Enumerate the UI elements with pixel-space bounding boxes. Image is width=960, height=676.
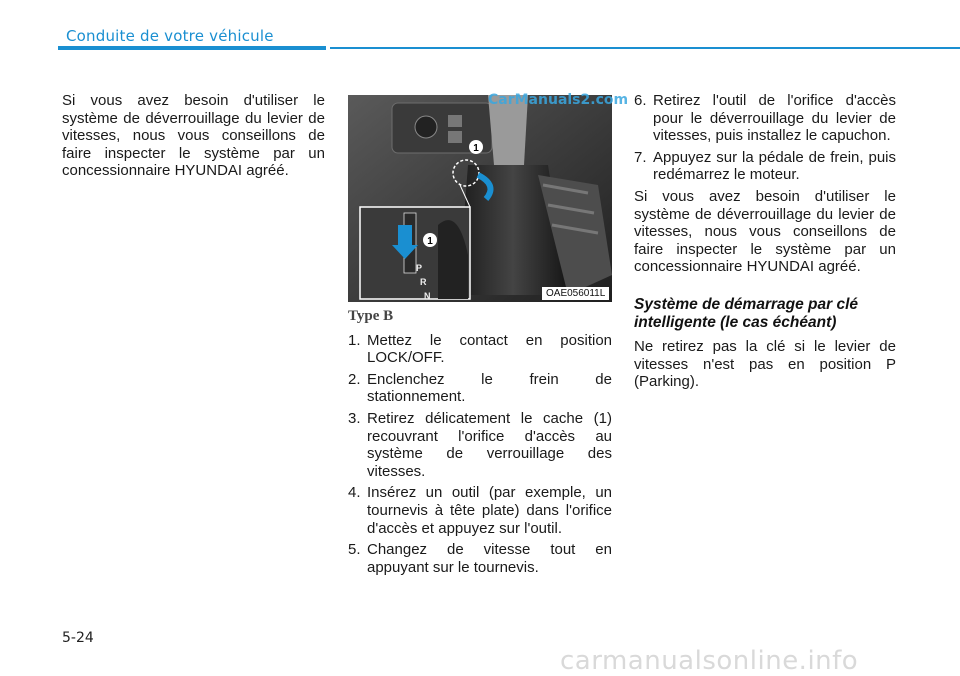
step-item bbox=[634, 149, 896, 184]
type-label: Type B bbox=[348, 308, 394, 324]
step-text: Mettez le contact en position LOCK/OFF. bbox=[367, 331, 612, 367]
steps-list-b bbox=[348, 332, 612, 577]
step-number: 7. bbox=[634, 148, 647, 166]
callout-1-inset: 1 bbox=[427, 236, 433, 247]
gear-r: R bbox=[420, 277, 427, 287]
shift-lock-illustration bbox=[348, 95, 612, 302]
step-text: Changez de vitesse tout en appuyant sur le tournevis. bbox=[367, 541, 612, 576]
step-item bbox=[348, 410, 612, 480]
smart-key-paragraph: Ne retirez pas la clé si le levier de vitesses n'est pas en position P (Parking). bbox=[634, 337, 896, 391]
step-text: Enclenchez le frein de stationnement. bbox=[367, 370, 612, 406]
right-column bbox=[634, 92, 896, 397]
watermark-text: CarManuals2.com bbox=[488, 92, 629, 108]
step-number: 2. bbox=[348, 370, 361, 388]
step-text: Insérez un outil (par exemple, un tournevis à tête plate) dans l'orifice d'accès et appuyez sur l'outil. bbox=[367, 484, 612, 537]
header-rule-thin bbox=[330, 47, 960, 49]
shift-lock-photo bbox=[348, 95, 612, 302]
header-rule-thick bbox=[58, 46, 326, 50]
callout-1-top: 1 bbox=[473, 143, 479, 154]
left-column bbox=[62, 92, 325, 186]
step-item bbox=[348, 332, 612, 367]
page-number: 5-24 bbox=[62, 630, 94, 646]
gear-n: N bbox=[424, 291, 431, 301]
step-text: Retirez l'outil de l'orifice d'accès pour le déverrouillage du levier de vitesses, puis installez le capuchon. bbox=[653, 92, 896, 145]
section-title: Conduite de votre véhicule bbox=[66, 27, 274, 45]
step-item bbox=[634, 92, 896, 145]
smart-key-heading: Système de démarrage par clé intelligente (le cas échéant) bbox=[634, 295, 859, 331]
step-number: 1. bbox=[348, 331, 361, 349]
footer-site-watermark: carmanualsonline.info bbox=[560, 646, 859, 676]
figure-code: OAE056011L bbox=[542, 287, 609, 300]
middle-column bbox=[348, 308, 612, 580]
step-number: 4. bbox=[348, 484, 361, 502]
advice-paragraph: Si vous avez besoin d'utiliser le système de déverrouillage du levier de vitesses, nous vous conseillons de faire inspecter le système par un concessionnaire HYUNDAI agréé. bbox=[634, 187, 896, 276]
step-item bbox=[348, 484, 612, 537]
steps-list-continued bbox=[634, 92, 896, 184]
step-text: Appuyez sur la pédale de frein, puis redémarrez le moteur. bbox=[653, 148, 896, 184]
step-number: 5. bbox=[348, 541, 361, 559]
step-number: 6. bbox=[634, 92, 647, 109]
step-item bbox=[348, 371, 612, 406]
step-item bbox=[348, 541, 612, 576]
step-text: Retirez délicatement le cache (1) recouvrant l'orifice d'accès au système de verrouillage des vitesses. bbox=[367, 409, 612, 480]
gear-p: P bbox=[416, 263, 423, 273]
step-number: 3. bbox=[348, 409, 361, 427]
intro-paragraph: Si vous avez besoin d'utiliser le système de déverrouillage du levier de vitesses, nous vous conseillons de faire inspecter le système par un concessionnaire HYUNDAI agréé. bbox=[62, 92, 325, 180]
